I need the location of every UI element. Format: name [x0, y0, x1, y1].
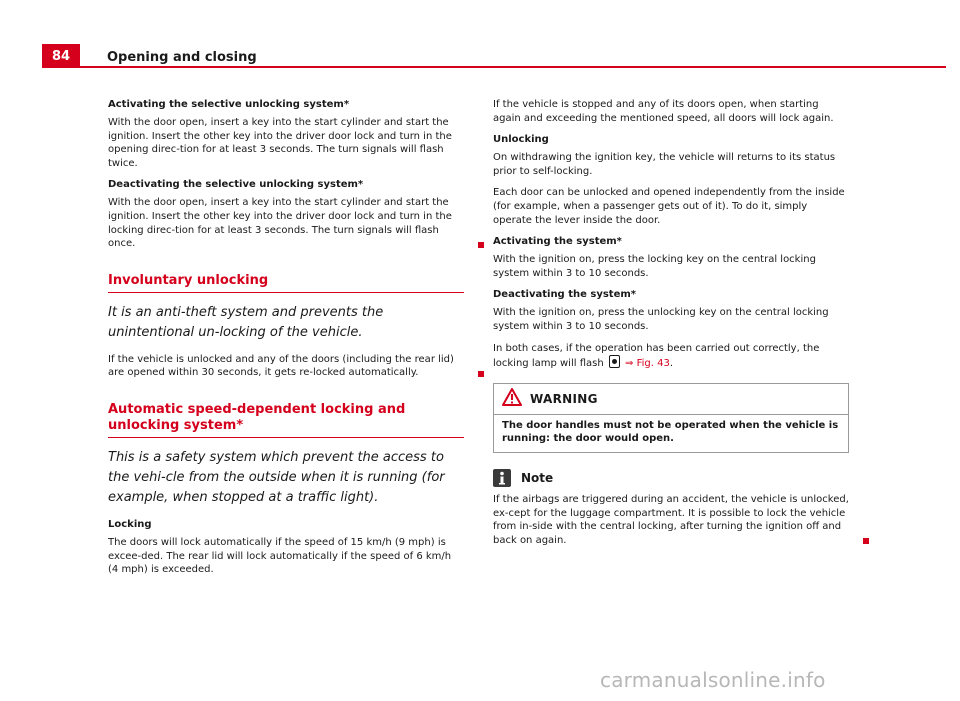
- warning-header: [494, 384, 848, 415]
- warning-triangle-icon: [502, 388, 522, 410]
- deactivating-text: [108, 196, 464, 250]
- locking-text: The doors will lock automatically if the speed of 15 km/h (9 mph) is excee-ded. The rear lid will lock automatically if the speed of 6 km/h (4 mph) is exceeded.: [108, 536, 452, 576]
- warning-box: [493, 383, 849, 453]
- activating-system-heading: Activating the system*: [493, 236, 622, 248]
- speed-heading: Automatic speed-dependent locking and unlocking system*: [108, 402, 464, 438]
- both-cases-content: In both cases, if the operation has been carried out correctly, the locking lamp will flash: [493, 342, 820, 370]
- deactivating-text-content: With the door open, insert a key into the start cylinder and start the ignition. Insert the other key into the driver door lock and turn in the locking direc-tion for at least 3 seconds. The turn signals will flash once.: [108, 197, 452, 250]
- involuntary-heading: Involuntary unlocking: [108, 273, 464, 293]
- independent-text: Each door can be unlocked and opened independently from the inside (for example, when a passenger gets out of it). To do it, simply operate the lever inside the door.: [493, 187, 845, 226]
- stopped-text: If the vehicle is stopped and any of its doors open, when starting again and exceeding the mentioned speed, all doors will lock again.: [493, 99, 834, 124]
- locking-heading: Locking: [108, 518, 152, 530]
- unlocking-text: On withdrawing the ignition key, the vehicle will returns to its status prior to self-locking.: [493, 152, 836, 177]
- note-text: [493, 493, 849, 547]
- note-text-content: If the airbags are triggered during an accident, the vehicle is unlocked, ex-cept for the luggage compartment. It is possible to lock the vehicle from in-side with the central locking, after turning the ignition off and back on again.: [493, 493, 849, 546]
- activating-system-text: With the ignition on, press the locking key on the central locking system within 3 to 10 seconds.: [493, 254, 816, 279]
- right-column: [493, 98, 849, 555]
- note-title: Note: [521, 470, 554, 485]
- section-end-marker: [863, 538, 869, 544]
- section-title: Opening and closing: [107, 50, 257, 65]
- figure-reference-link[interactable]: ⇒ Fig. 43: [625, 358, 670, 370]
- locking-lamp-icon: [609, 355, 620, 368]
- involuntary-text-content: If the vehicle is unlocked and any of the doors (including the rear lid) are opened within 30 seconds, it gets re-locked automatically.: [108, 353, 454, 379]
- section-end-marker: [478, 371, 484, 377]
- involuntary-lead: It is an anti-theft system and prevents the unintentional un-locking of the vehicle.: [108, 304, 384, 340]
- involuntary-text: [108, 353, 464, 380]
- left-column: [108, 98, 464, 585]
- warning-text: The door handles must not be operated when the vehicle is running: the door would open.: [502, 419, 839, 445]
- note-header: [493, 469, 849, 487]
- page-header: [42, 44, 946, 68]
- deactivating-heading: Deactivating the selective unlocking system*: [108, 179, 364, 191]
- warning-title: WARNING: [530, 391, 598, 406]
- note-info-icon: [493, 469, 511, 487]
- header-divider: [80, 66, 946, 68]
- deactivating-system-text: With the ignition on, press the unlocking key on the central locking system within 3 to 10 seconds.: [493, 307, 829, 332]
- speed-lead: This is a safety system which prevent the access to the vehi-cle from the outside when it is running (for example, when stopped at a traffic light).: [108, 449, 445, 505]
- page-number: 84: [42, 44, 80, 68]
- watermark: carmanualsonline.info: [600, 668, 826, 692]
- both-cases-text: [493, 342, 849, 371]
- activating-text: With the door open, insert a key into the start cylinder and start the ignition. Insert the other key into the driver door lock and turn in the opening direc-tion for at least 3 seconds. The turn signals will flash twice.: [108, 117, 452, 169]
- unlocking-heading: Unlocking: [493, 134, 549, 146]
- activating-heading: Activating the selective unlocking system*: [108, 99, 350, 110]
- both-cases-end: .: [669, 358, 674, 370]
- section-end-marker: [478, 242, 484, 248]
- deactivating-system-heading: Deactivating the system*: [493, 289, 636, 301]
